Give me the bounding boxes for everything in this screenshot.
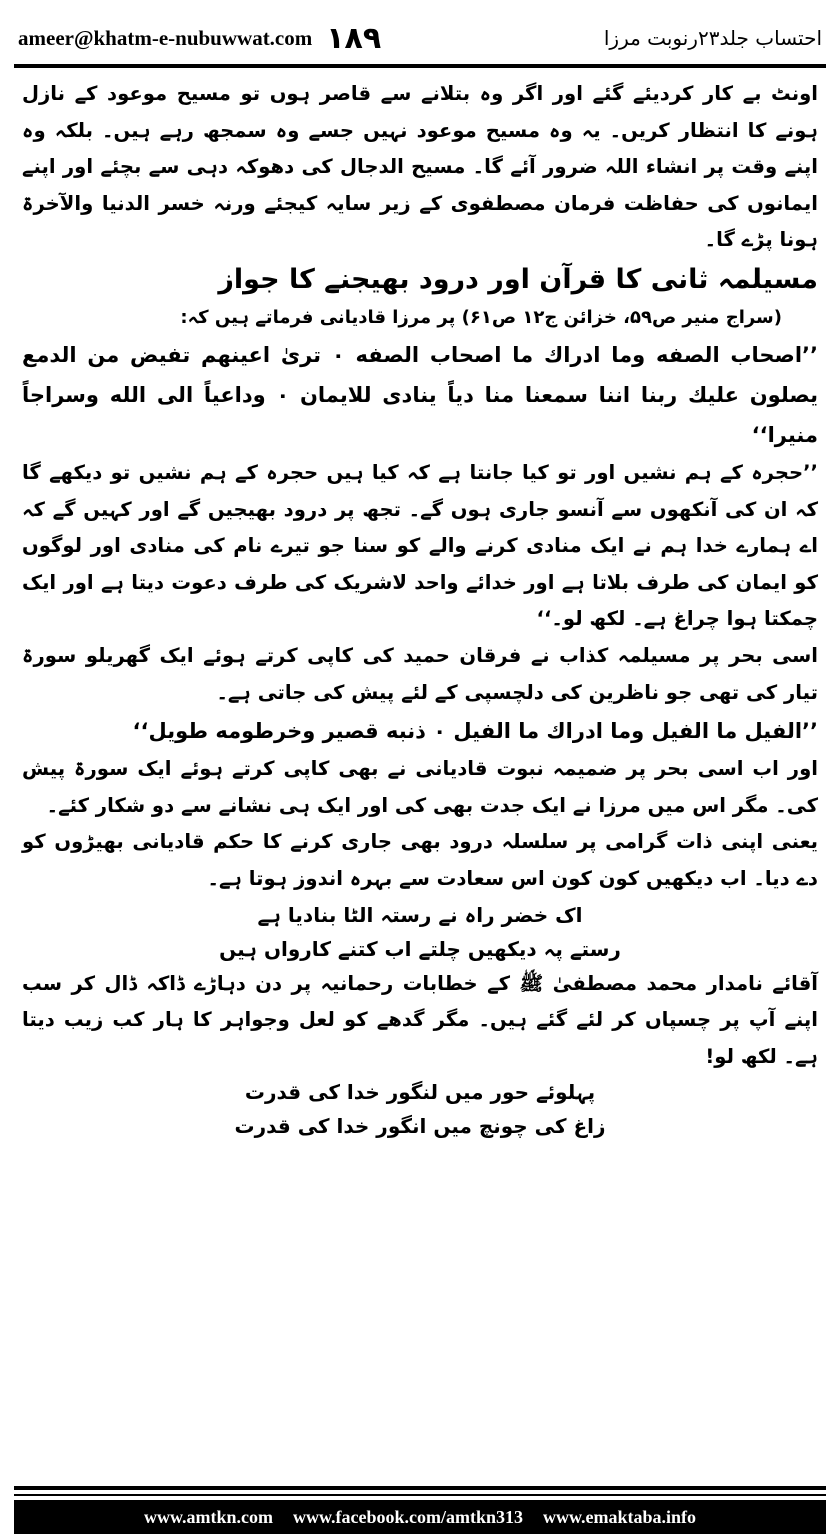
page-header	[18, 14, 822, 62]
footer-link-emaktaba[interactable]: www.emaktaba.info	[542, 1506, 696, 1527]
running-title: احتساب جلد۲۳رنوبت مرزا	[603, 26, 822, 50]
poem-2-line-1: پہلوئے حور میں لنگور خدا کی قدرت	[244, 1080, 596, 1105]
footer-rule-thin	[14, 1494, 826, 1496]
footer-link-amtkn[interactable]: www.amtkn.com	[143, 1506, 273, 1527]
footer-bar	[14, 1500, 826, 1534]
footer-rule-thick	[14, 1486, 826, 1490]
paragraph-4: اور اب اسی بحر پر ضمیمہ نبوت قادیانی نے بھی کاپی کرتے ہوئے ایک سورۃ پیش کی۔ مگر اس میں مرزا نے ایک جدت بھی کی اور ایک ہی نشانے سے دو شکار کئے۔	[22, 757, 818, 817]
header-rule	[14, 64, 826, 68]
page-body	[22, 76, 818, 1476]
page-number: ۱۸۹	[326, 20, 382, 56]
footer-link-facebook[interactable]: www.facebook.com/amtkn313	[292, 1506, 523, 1527]
header-left	[18, 21, 381, 56]
section-heading: مسیلمہ ثانی کا قرآن اور درود بھیجنے کا جواز	[218, 263, 818, 295]
arabic-quote-2: ’’الفیل ما الفیل وما ادراك ما الفیل ۰ ذنبه قصیر وخرطومه طویل‘‘	[132, 719, 818, 744]
translation-paragraph: ’’حجرہ کے ہم نشیں اور تو کیا جانتا ہے کہ کیا ہیں حجرہ کے ہم نشیں تو دیکھے گا کہ ان کی آنکھوں سے آنسو جاری ہوں گے۔ تجھ پر درود بھیجیں گے اور کہیں گے کہ اے ہمارے خدا ہم نے ایک منادی کرنے والے کو سنا جو تیرے نام کی منادی اور لوگوں کو ایمان کی طرف بلاتا ہے اور خدائے واحد لاشریک کی طرف دعوت دیتا ہے اور ایک چمکتا ہوا چراغ ہے۔ لکھ لو۔‘‘	[22, 460, 818, 631]
arabic-quote-1: ’’اصحاب الصفه وما ادراك ما اصحاب الصفه ۰ تریٰ اعینهم تفیض من الدمع یصلون علیك ربنا اننا سمعنا منا دیاً ینادی للایمان ۰ وداعیاً الی الله وسراجاً منیرا‘‘	[22, 342, 818, 447]
paragraph-3: اسی بحر پر مسیلمہ کذاب نے فرقان حمید کی کاپی کرتے ہوئے ایک گھریلو سورۃ تیار کی تھی جو ناظرین کی دلچسپی کے لئے پیش کی جاتی ہے۔	[22, 643, 818, 704]
paragraph-5: یعنی اپنی ذات گرامی پر سلسلہ درود بھی جاری کرنے کا حکم قادیانی بھیڑوں کو دے دیا۔ اب دیکھیں کون کون اس سعادت سے بہرہ اندوز ہوتا ہے۔	[22, 830, 818, 890]
poem-1-line-2: رستے پہ دیکھیں چلتے اب کتنے کارواں ہیں	[219, 936, 621, 961]
reference-line: (سراج منیر ص۵۹، خزائن ج۱۲ ص۶۱) پر مرزا قادیانی فرماتے ہیں کہ:	[180, 306, 782, 328]
poem-1-line-1: اک خضر راہ نے رستہ الٹا بنادیا ہے	[257, 902, 583, 927]
poem-2-line-2: زاغ کی چونچ میں انگور خدا کی قدرت	[234, 1114, 606, 1139]
paragraph-6: آقائے نامدار محمد مصطفیٰ ﷺ کے خطابات رحمانیہ پر دن دہاڑے ڈاکہ ڈال کر سب اپنے آپ پر چسپاں کر لئے گئے ہیں۔ مگر گدھے کو لعل وجواہر کا ہار کب زیب دیتا ہے۔ لکھ لو!	[22, 971, 818, 1068]
header-email: ameer@khatm-e-nubuwwat.com	[18, 25, 313, 50]
paragraph-1: اونٹ بے کار کردیئے گئے اور اگر وہ بتلانے سے قاصر ہوں تو مسیح موعود کے نازل ہونے کا انتظار کریں۔ یہ وہ مسیح موعود نہیں جسے وہ سمجھ رہے ہیں۔ بلکہ وہ اپنے وقت پر انشاء اللہ ضرور آئے گا۔ مسیح الدجال کی دھوکہ دہی سے بچئے اور اپنے ایمانوں کی حفاظت فرمان مصطفوی کے زیر سایہ کیجئے ورنہ خسر الدنیا والآخرۃ ہونا پڑے گا۔	[22, 82, 818, 252]
